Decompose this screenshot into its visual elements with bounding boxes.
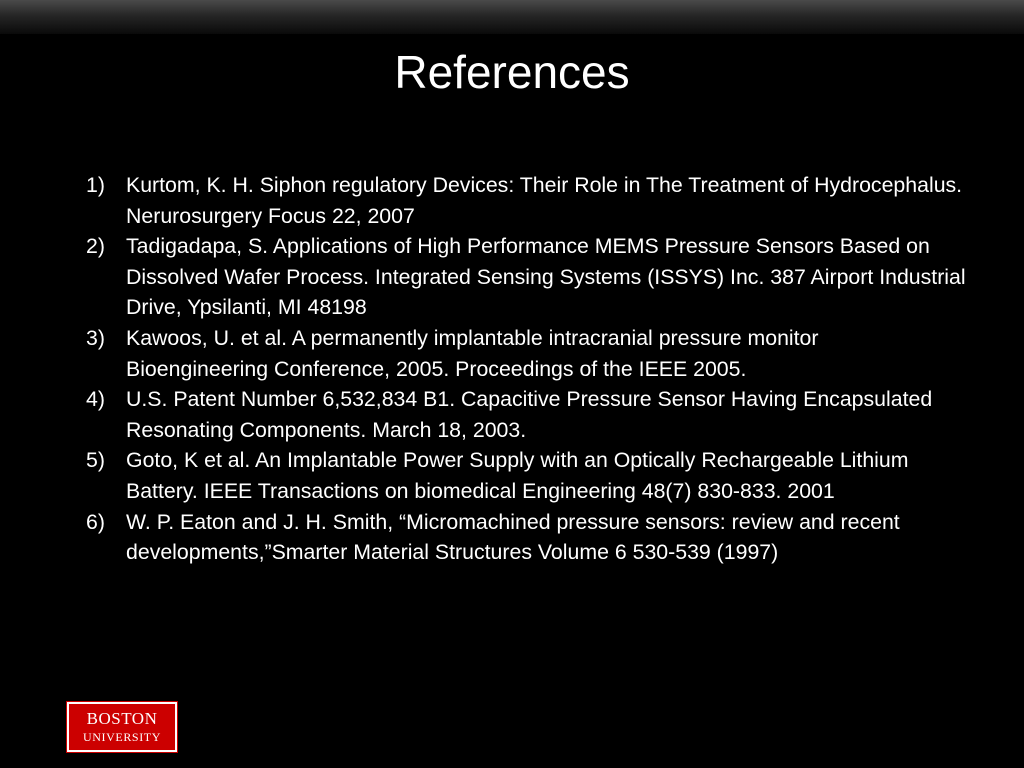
reference-number: 2)	[86, 234, 105, 259]
reference-item	[86, 231, 966, 323]
reference-number: 4)	[86, 387, 105, 412]
reference-item	[86, 170, 966, 231]
reference-text: Tadigadapa, S. Applications of High Performance MEMS Pressure Sensors Based on Dissolved Wafer Process. Integrated Sensing Systems (ISSYS) Inc. 387 Airport Industrial Drive, Ypsilanti, MI 48198	[126, 234, 966, 320]
reference-item	[86, 323, 966, 384]
slide-title: References	[394, 46, 630, 98]
reference-list	[86, 170, 966, 568]
logo-line-boston: BOSTON	[86, 709, 158, 728]
reference-item	[86, 445, 966, 506]
reference-number: 1)	[86, 173, 105, 197]
reference-number: 3)	[86, 325, 105, 350]
reference-text: W. P. Eaton and J. H. Smith, “Micromachined pressure sensors: review and recent developments,”Smarter Material Structures Volume 6 530-539 (1997)	[126, 509, 900, 565]
reference-text: Kawoos, U. et al. A permanently implantable intracranial pressure monitor Bioengineering Conference, 2005. Proceedings of the IEEE 2005.	[126, 325, 819, 381]
boston-university-logo	[67, 702, 177, 752]
reference-text: U.S. Patent Number 6,532,834 B1. Capacitive Pressure Sensor Having Encapsulated Resonating Components. March 18, 2003.	[126, 387, 933, 442]
logo-line-university: UNIVERSITY	[83, 730, 161, 744]
reference-text: Kurtom, K. H. Siphon regulatory Devices: Their Role in The Treatment of Hydrocephalus. Nerurosurgery Focus 22, 2007	[126, 173, 963, 228]
reference-item	[86, 507, 966, 568]
slide-header-bar	[0, 0, 1024, 34]
reference-number: 6)	[86, 509, 105, 534]
reference-item	[86, 384, 966, 445]
reference-text: Goto, K et al. An Implantable Power Supply with an Optically Rechargeable Lithium Battery. IEEE Transactions on biomedical Engineering 48(7) 830-833. 2001	[126, 448, 909, 503]
reference-number: 5)	[86, 448, 105, 473]
